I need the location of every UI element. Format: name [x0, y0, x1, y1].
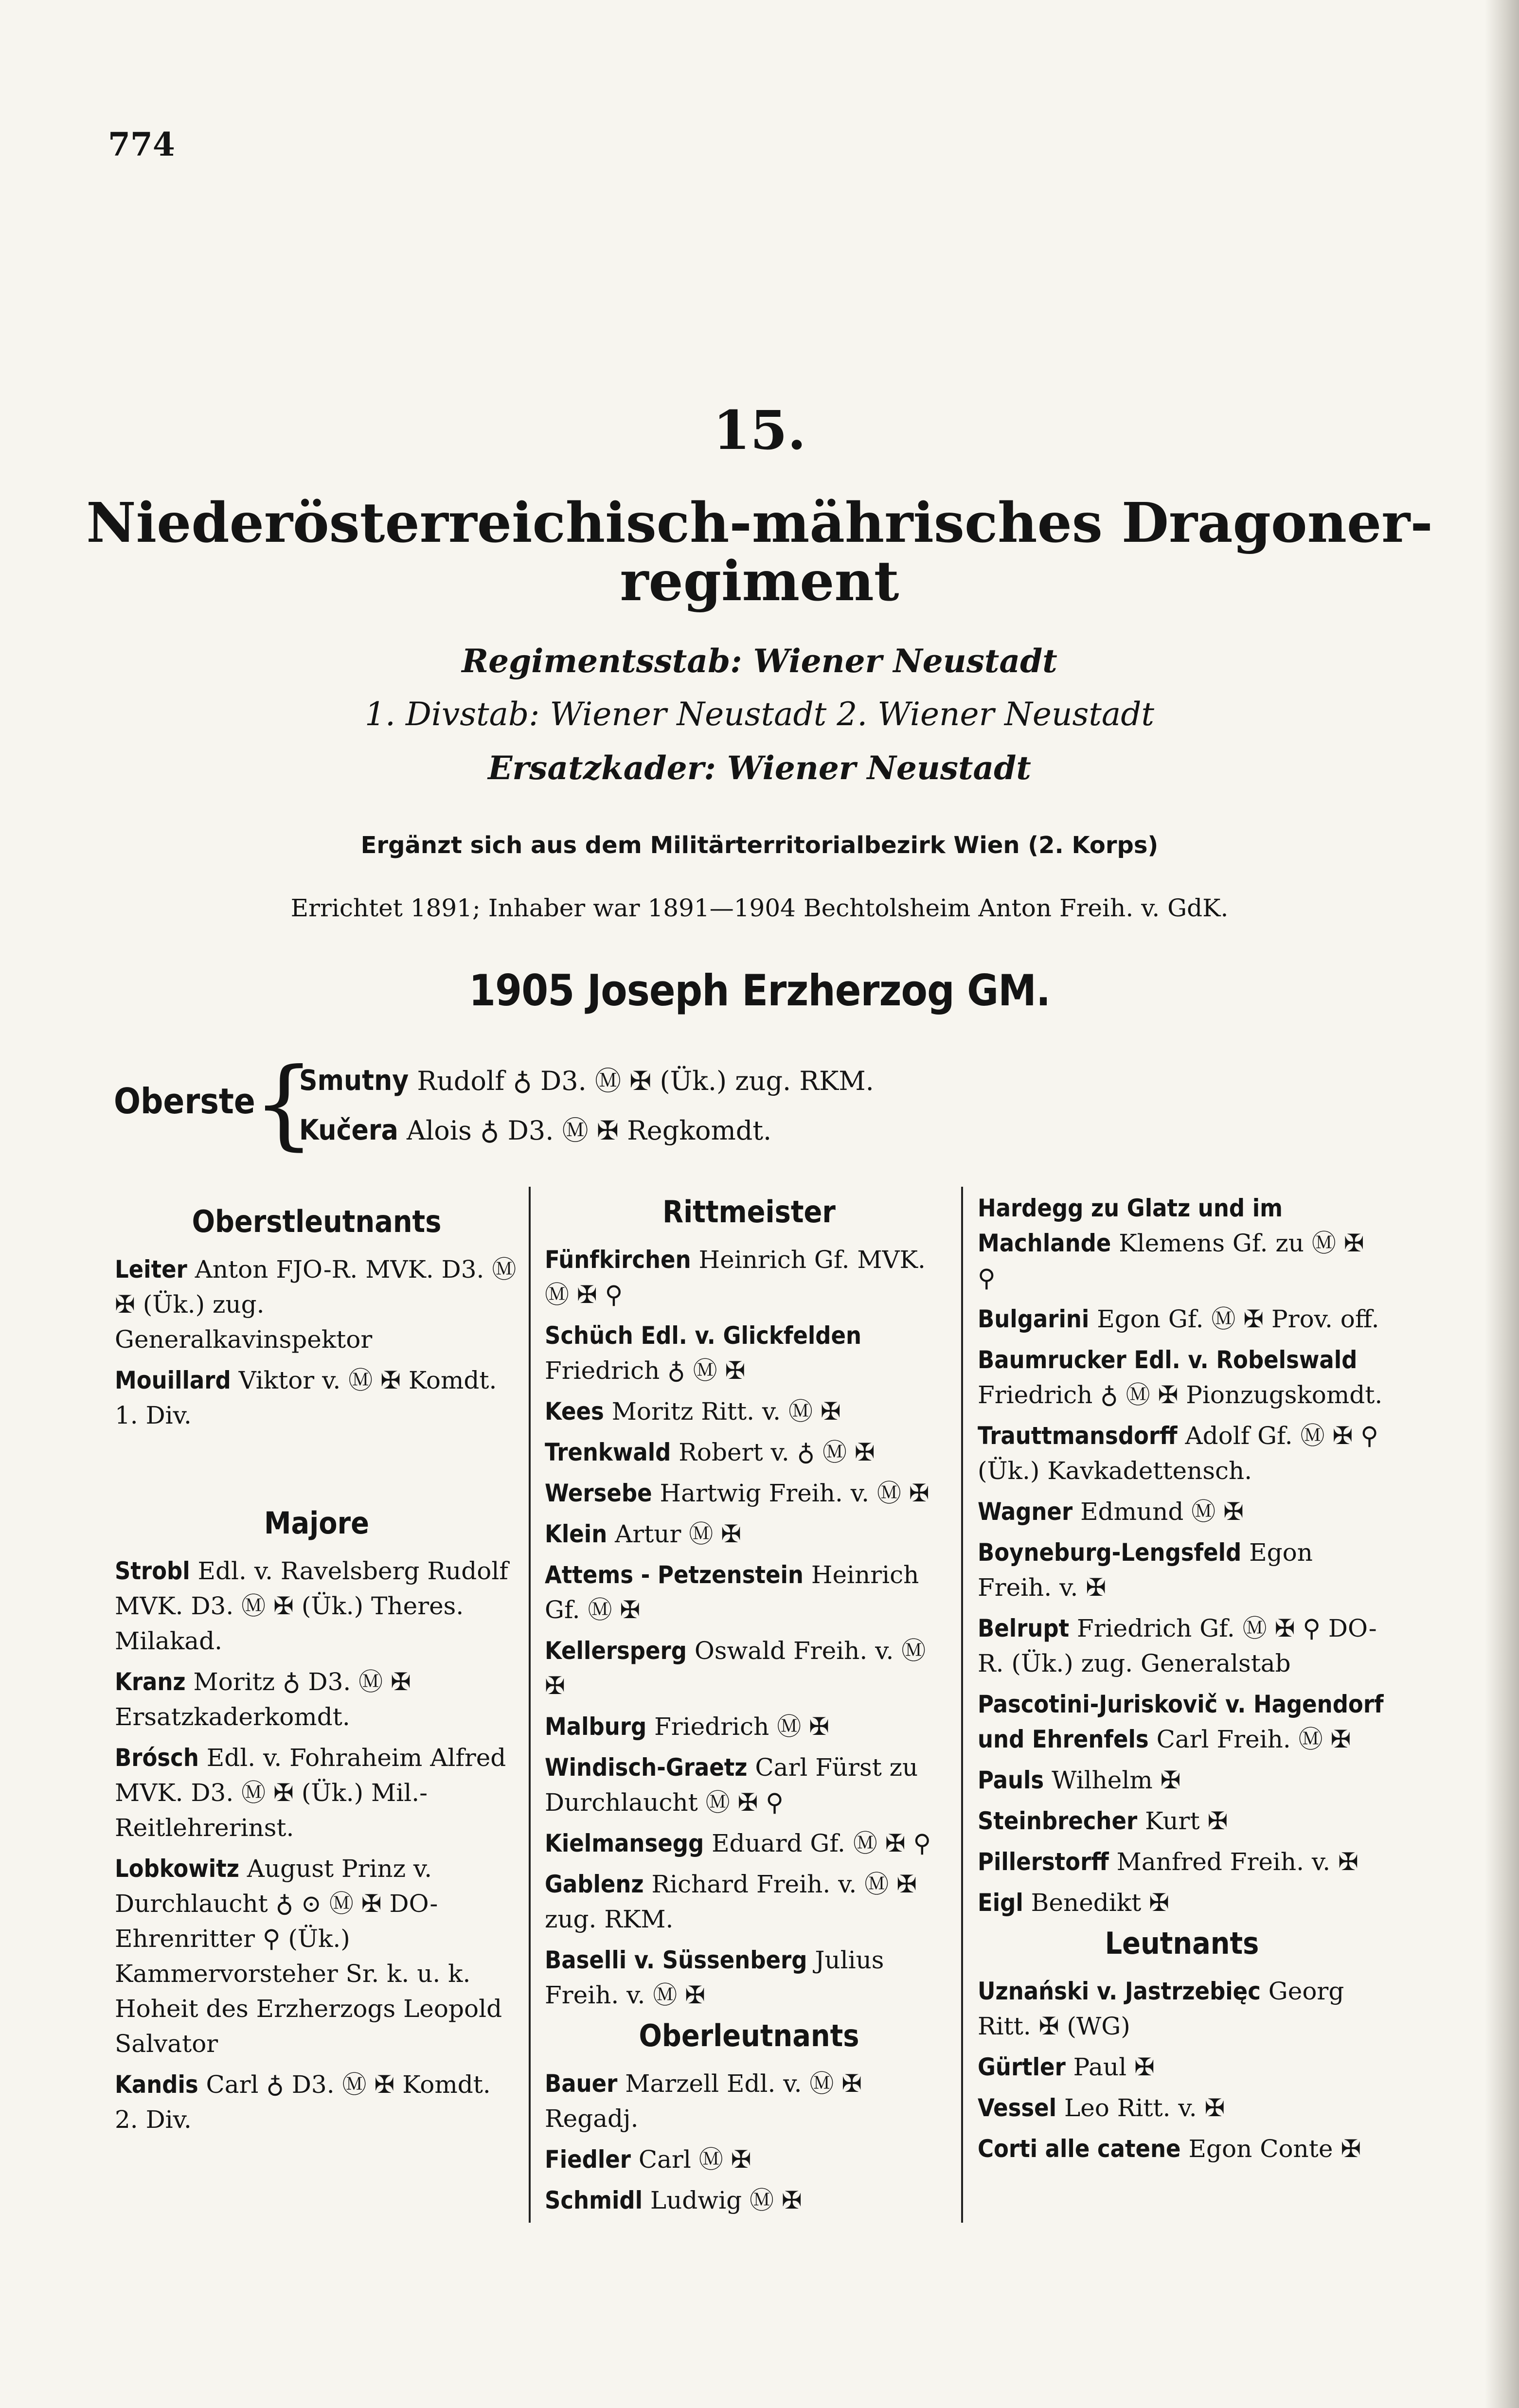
officer-details: Anton FJO-R. MVK. D3. Ⓜ ✠ (Ük.) zug. Generalkavinspektor: [115, 1255, 517, 1354]
majore-heading: Majore: [264, 1505, 369, 1541]
officer-name: Kees: [545, 1397, 604, 1426]
roster-entry: [978, 1342, 1386, 1412]
officer-name: Pillerstorff: [978, 1848, 1109, 1876]
officer-name: Fünfkirchen: [545, 1246, 691, 1274]
roster-entry: [115, 1740, 518, 1845]
officer-name: Steinbrecher: [978, 1807, 1138, 1835]
roster-entry: [545, 2183, 953, 2218]
oberst-surname: Smutny: [299, 1064, 409, 1097]
officer-details: Ludwig Ⓜ ✠: [650, 2186, 802, 2214]
ersatzkader-line: Ersatzkader: Wiener Neustadt: [488, 749, 1031, 787]
roster-entry: [978, 1803, 1386, 1838]
roster-entry: [545, 1394, 953, 1429]
divstab-line: 1. Divstab: Wiener Neustadt 2. Wiener Neustadt: [365, 696, 1154, 733]
roster-entry: [115, 1252, 518, 1357]
officer-details: Klemens Gf. zu Ⓜ ✠ ⚲: [978, 1229, 1364, 1292]
officer-name: Leiter: [115, 1255, 187, 1284]
roster-entry: [978, 1611, 1386, 1681]
oberst-details: Alois ♁ D3. Ⓜ ✠ Regkomdt.: [407, 1115, 772, 1146]
officer-details: Marzell Edl. v. Ⓜ ✠ Regadj.: [545, 2069, 862, 2133]
roster-entry: [545, 1476, 953, 1511]
officer-details: Artur Ⓜ ✠: [615, 1520, 742, 1548]
officer-details: Heinrich Gf. Ⓜ ✠: [545, 1561, 919, 1624]
officer-details: Friedrich Ⓜ ✠: [654, 1712, 830, 1741]
officer-name: Windisch-Graetz: [545, 1753, 748, 1782]
officer-details: Oswald Freih. v. Ⓜ ✠: [545, 1637, 926, 1700]
regiment-number: 15.: [713, 399, 806, 462]
officer-details: Carl Fürst zu Durchlaucht Ⓜ ✠ ⚲: [545, 1753, 918, 1817]
officer-details: Kurt ✠: [1145, 1807, 1228, 1835]
officer-name: Bauer: [545, 2069, 618, 2098]
roster-entry: [545, 1867, 953, 1937]
officer-details: Friedrich Gf. Ⓜ ✠ ⚲ DO-R. (Ük.) zug. Generalstab: [978, 1614, 1377, 1677]
roster-entry: [978, 1418, 1386, 1488]
regiment-title-line1: Niederösterreichisch-mährisches Dragoner-: [86, 491, 1433, 555]
oberst-surname: Kučera: [299, 1113, 398, 1146]
roster-entry: [545, 1709, 953, 1744]
page-number: 774: [108, 125, 175, 163]
regiment-title-line2: regiment: [620, 550, 899, 613]
officer-name: Uznański v. Jastrzebięc: [978, 1977, 1261, 2005]
officer-details: August Prinz v. Durchlaucht ♁ ⊙ Ⓜ ✠ DO-Ehrenritter ⚲ (Ük.) Kammervorsteher Sr. k. u. k. Hoheit des Erzherzogs Leopold Salvator: [115, 1855, 502, 2058]
oberleutnants-heading: Oberleutnants: [639, 2018, 859, 2053]
roster-entry: [545, 1750, 953, 1820]
officer-details: Richard Freih. v. Ⓜ ✠ zug. RKM.: [545, 1870, 917, 1933]
officer-name: Wersebe: [545, 1479, 652, 1507]
officer-name: Pauls: [978, 1766, 1044, 1794]
roster-entry: [545, 2066, 953, 2136]
officer-details: Moritz ♁ D3. Ⓜ ✠ Ersatzkaderkomdt.: [115, 1668, 411, 1731]
officer-details: Leo Ritt. v. ✠: [1064, 2094, 1225, 2122]
officer-name: Gablenz: [545, 1870, 644, 1898]
officer-details: Moritz Ritt. v. Ⓜ ✠: [611, 1397, 841, 1426]
oberst-entry: [299, 1060, 874, 1098]
officer-name: Kellersperg: [545, 1637, 687, 1665]
officer-name: Schüch Edl. v. Glickfelden: [545, 1321, 862, 1350]
officer-name: Kranz: [115, 1668, 186, 1696]
officer-name: Mouillard: [115, 1366, 231, 1394]
officer-details: Egon Gf. Ⓜ ✠ Prov. off.: [1097, 1305, 1379, 1333]
officer-details: Egon Conte ✠: [1188, 2135, 1361, 2163]
roster-entry: [978, 1974, 1386, 2044]
officer-details: Hartwig Freih. v. Ⓜ ✠: [660, 1479, 929, 1507]
column-1: [115, 1191, 518, 2143]
roster-entry: [978, 1844, 1386, 1879]
officer-name: Baumrucker Edl. v. Robelswald: [978, 1346, 1358, 1374]
roster-entry: [978, 2050, 1386, 2085]
regimentsstab-line: Regimentsstab: Wiener Neustadt: [462, 642, 1057, 680]
officer-name: Trenkwald: [545, 1438, 671, 1466]
roster-entry: [978, 2090, 1386, 2125]
roster-entry: [115, 1664, 518, 1734]
officer-details: Robert v. ♁ Ⓜ ✠: [679, 1438, 875, 1466]
officer-details: Egon Freih. v. ✠: [978, 1538, 1313, 1602]
officer-name: Belrupt: [978, 1614, 1070, 1642]
officer-name: Trauttmansdorff: [978, 1422, 1178, 1450]
officer-details: Carl Ⓜ ✠: [638, 2145, 751, 2174]
officer-details: Viktor v. Ⓜ ✠ Komdt. 1. Div.: [115, 1366, 497, 1429]
officer-details: Benedikt ✠: [1031, 1889, 1169, 1917]
roster-entry: [115, 1851, 518, 2061]
leutnants-heading: Leutnants: [1105, 1926, 1259, 1961]
officer-details: Carl ♁ D3. Ⓜ ✠ Komdt. 2. Div.: [115, 2070, 491, 2134]
officer-name: Klein: [545, 1520, 608, 1548]
roster-entry: [545, 1633, 953, 1703]
ergaenzt-line: Ergänzt sich aus dem Militärterritorialbezirk Wien (2. Korps): [360, 832, 1159, 859]
roster-entry: [978, 1687, 1386, 1757]
page-edge-shadow: [1485, 0, 1519, 2408]
officer-details: Julius Freih. v. Ⓜ ✠: [545, 1946, 884, 2009]
roster-entry: [545, 1943, 953, 2013]
roster-entry: [978, 1763, 1386, 1798]
errichtet-line: Errichtet 1891; Inhaber war 1891—1904 Bechtolsheim Anton Freih. v. GdK.: [290, 894, 1229, 922]
roster-entry: [978, 1885, 1386, 1920]
officer-details: Edl. v. Fohraheim Alfred MVK. D3. Ⓜ ✠ (Ük.) Mil.-Reitlehrerinst.: [115, 1744, 506, 1842]
officer-name: Bulgarini: [978, 1305, 1090, 1333]
oberstleutnants-heading: Oberstleutnants: [192, 1204, 442, 1239]
roster-entry: [545, 1435, 953, 1470]
officer-details: Edmund Ⓜ ✠: [1080, 1498, 1244, 1526]
roster-entry: [545, 1826, 953, 1861]
oberst-entry: [299, 1110, 771, 1147]
officer-name: Vessel: [978, 2094, 1057, 2122]
roster-entry: [545, 1318, 953, 1388]
roster-entry: [978, 1191, 1386, 1296]
officer-name: Malburg: [545, 1712, 647, 1741]
roster-entry: [545, 1557, 953, 1627]
officer-name: Wagner: [978, 1498, 1073, 1526]
officer-name: Schmidl: [545, 2186, 643, 2214]
officer-name: Hardegg zu Glatz und im Machlande: [978, 1194, 1283, 1257]
officer-details: Friedrich ♁ Ⓜ ✠ Pionzugskomdt.: [978, 1381, 1383, 1409]
officer-name: Gürtler: [978, 2053, 1066, 2081]
column-divider: [529, 1187, 531, 2223]
officer-name: Boyneburg-Lengsfeld: [978, 1538, 1242, 1567]
roster-entry: [978, 1535, 1386, 1605]
officer-name: Baselli v. Süssenberg: [545, 1946, 807, 1974]
officer-name: Kielmansegg: [545, 1829, 704, 1857]
roster-entry: [978, 2131, 1386, 2166]
column-3: [978, 1191, 1386, 2172]
officer-details: Eduard Gf. Ⓜ ✠ ⚲: [712, 1829, 931, 1857]
officer-details: Adolf Gf. Ⓜ ✠ ⚲ (Ük.) Kavkadettensch.: [978, 1422, 1378, 1485]
officer-details: Friedrich ♁ Ⓜ ✠: [545, 1356, 746, 1385]
rittmeister-heading: Rittmeister: [662, 1194, 836, 1230]
officer-name: Eigl: [978, 1889, 1023, 1917]
inhaber-line: 1905 Joseph Erzherzog GM.: [468, 965, 1051, 1016]
roster-entry: [545, 1516, 953, 1552]
oberst-details: Rudolf ♁ D3. Ⓜ ✠ (Ük.) zug. RKM.: [417, 1066, 874, 1096]
column-divider: [961, 1187, 963, 2223]
officer-name: Kandis: [115, 2070, 198, 2099]
officer-name: Corti alle catene: [978, 2135, 1181, 2163]
officer-name: Strobl: [115, 1557, 190, 1585]
roster-entry: [115, 1363, 518, 1433]
officer-details: Paul ✠: [1073, 2053, 1155, 2081]
officer-details: Heinrich Gf. MVK. Ⓜ ✠ ⚲: [545, 1246, 926, 1309]
officer-name: Brósch: [115, 1744, 199, 1772]
oberste-label: Oberste: [114, 1081, 255, 1122]
officer-name: Lobkowitz: [115, 1855, 239, 1883]
roster-entry: [545, 2142, 953, 2177]
roster-entry: [978, 1494, 1386, 1529]
officer-details: Manfred Freih. v. ✠: [1116, 1848, 1358, 1876]
roster-entry: [115, 2067, 518, 2137]
officer-details: Carl Freih. Ⓜ ✠: [1156, 1725, 1351, 1753]
brace-glyph: {: [253, 1047, 315, 1160]
column-2: [545, 1191, 953, 2224]
roster-entry: [115, 1553, 518, 1659]
roster-entry: [545, 1242, 953, 1312]
officer-details: Edl. v. Ravelsberg Rudolf MVK. D3. Ⓜ ✠ (Ük.) Theres. Milakad.: [115, 1557, 508, 1655]
officer-details: Georg Ritt. ✠ (WG): [978, 1977, 1344, 2040]
roster-entry: [978, 1302, 1386, 1337]
officer-name: Attems - Petzenstein: [545, 1561, 804, 1589]
officer-name: Fiedler: [545, 2145, 631, 2174]
officer-name: Pascotini-Juriskovič v. Hagendorf und Ehrenfels: [978, 1690, 1384, 1753]
officer-details: Wilhelm ✠: [1052, 1766, 1181, 1794]
